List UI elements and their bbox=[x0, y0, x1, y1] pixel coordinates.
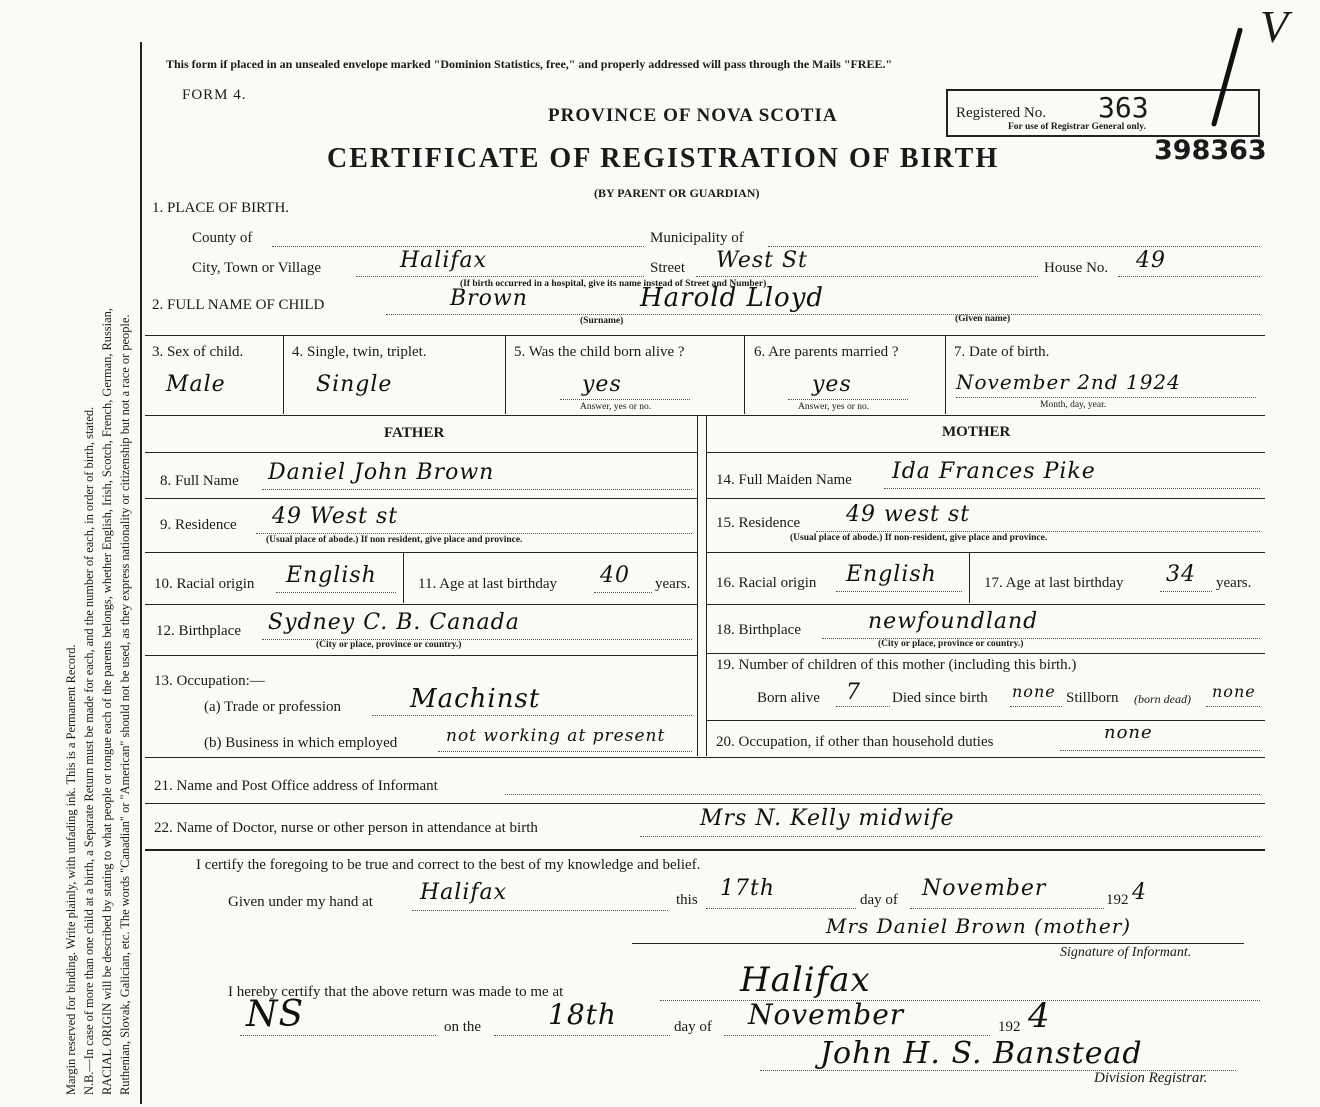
city-label: City, Town or Village bbox=[192, 260, 322, 276]
stillborn-note: (born dead) bbox=[1134, 692, 1191, 706]
surname-note: (Surname) bbox=[580, 316, 624, 326]
county-label: County of bbox=[192, 230, 253, 246]
province-heading: PROVINCE OF NOVA SCOTIA bbox=[548, 105, 838, 126]
row-rule-details-bottom bbox=[145, 415, 1265, 416]
plurality-value: Single bbox=[316, 372, 393, 397]
mother-age-value: 34 bbox=[1166, 562, 1196, 587]
place-of-birth-label: 1. PLACE OF BIRTH. bbox=[152, 200, 290, 216]
father-residence-label: 9. Residence bbox=[160, 517, 237, 533]
cert-day-line bbox=[706, 908, 856, 909]
born-alive-value: yes bbox=[582, 372, 622, 397]
mother-residence-note: (Usual place of abode.) If non-resident, give place and province. bbox=[790, 533, 1048, 543]
mother-racial-value: English bbox=[846, 562, 937, 587]
mother-age-years: years. bbox=[1216, 575, 1252, 591]
house-value: 49 bbox=[1136, 248, 1166, 273]
col-rule-3 bbox=[744, 336, 745, 414]
parents-married-line bbox=[788, 399, 908, 400]
registered-number: 363 bbox=[1098, 91, 1149, 124]
father-rule-b bbox=[145, 498, 697, 499]
informant-line bbox=[505, 794, 1260, 795]
informant-label: 21. Name and Post Office address of Informant bbox=[154, 778, 438, 794]
house-line bbox=[1118, 276, 1260, 277]
mother-name-label: 14. Full Maiden Name bbox=[716, 472, 852, 488]
mother-occupation-line bbox=[1060, 750, 1260, 751]
informant-signature: Mrs Daniel Brown (mother) bbox=[826, 914, 1132, 938]
born-alive-count-value: 7 bbox=[846, 680, 861, 705]
father-birthplace-value: Sydney C. B. Canada bbox=[268, 610, 520, 635]
dob-label: 7. Date of birth. bbox=[954, 344, 1050, 360]
center-rule-right bbox=[706, 416, 707, 756]
registrar-place-line-2 bbox=[240, 1035, 436, 1036]
father-occupation-label: 13. Occupation:— bbox=[154, 673, 265, 689]
father-residence-note: (Usual place of abode.) If non resident, give place and province. bbox=[266, 535, 523, 545]
mother-rule-f bbox=[707, 720, 1265, 721]
born-alive-count-line bbox=[836, 706, 890, 707]
doctor-value: Mrs N. Kelly midwife bbox=[700, 806, 955, 831]
mother-residence-line bbox=[816, 531, 1260, 532]
father-business-label: (b) Business in which employed bbox=[204, 735, 398, 751]
father-name-label: 8. Full Name bbox=[160, 473, 239, 489]
child-surname: Brown bbox=[450, 286, 528, 311]
died-line bbox=[1010, 706, 1062, 707]
on-the-label: on the bbox=[444, 1019, 482, 1035]
margin-instructions bbox=[62, 15, 134, 1095]
hospital-note: (If birth occurred in a hospital, give its name instead of Street and Number) bbox=[460, 279, 767, 289]
certificate-subtitle: (BY PARENT OR GUARDIAN) bbox=[594, 186, 760, 200]
center-rule-left bbox=[697, 416, 698, 756]
father-rule-d bbox=[145, 604, 697, 605]
born-alive-label: 5. Was the child born alive ? bbox=[514, 344, 685, 360]
father-name-value: Daniel John Brown bbox=[268, 460, 495, 485]
died-value: none bbox=[1012, 682, 1056, 701]
father-racial-value: English bbox=[286, 563, 377, 588]
col-rule-2 bbox=[505, 336, 506, 414]
parents-married-value: yes bbox=[812, 372, 852, 397]
house-label: House No. bbox=[1044, 260, 1109, 276]
father-residence-line bbox=[256, 533, 692, 534]
registrar-day-of-label: day of bbox=[674, 1019, 712, 1035]
mother-children-label: 19. Number of children of this mother (including this birth.) bbox=[716, 657, 1077, 673]
form-number: FORM 4. bbox=[182, 87, 247, 103]
street-label: Street bbox=[650, 260, 685, 276]
father-heading: FATHER bbox=[384, 425, 445, 441]
registrar-statement: I hereby certify that the above return was made to me at bbox=[228, 984, 564, 1000]
father-racial-line bbox=[276, 592, 396, 593]
registered-label: Registered No. bbox=[956, 105, 1046, 121]
father-rule-a bbox=[145, 452, 697, 453]
binding-margin-rule bbox=[140, 42, 142, 1104]
row-rule-top bbox=[145, 335, 1265, 336]
mother-birthplace-note: (City or place, province or country.) bbox=[878, 639, 1024, 649]
margin-line-3: RACIAL ORIGIN will be described by stating to what people or tongue each of the parents belongs, whether English, Irish, Scotch, French, German, Russian, bbox=[100, 308, 114, 1095]
registrar-place-province: NS bbox=[246, 994, 305, 1035]
cert-year-digit: 4 bbox=[1132, 880, 1147, 905]
dob-value: November 2nd 1924 bbox=[956, 370, 1181, 394]
mother-name-line bbox=[884, 488, 1260, 489]
given-under-label: Given under my hand at bbox=[228, 894, 373, 910]
municipality-line bbox=[768, 246, 1260, 247]
father-racial-divider bbox=[403, 553, 404, 603]
born-alive-count-label: Born alive bbox=[757, 690, 820, 706]
mother-racial-line bbox=[836, 591, 962, 592]
dob-line bbox=[956, 397, 1256, 398]
mother-age-label: 17. Age at last birthday bbox=[984, 575, 1124, 591]
parents-married-note: Answer, yes or no. bbox=[798, 402, 870, 412]
parents-married-label: 6. Are parents married ? bbox=[754, 344, 899, 360]
mother-residence-value: 49 west st bbox=[846, 502, 971, 527]
father-business-value: not working at present bbox=[446, 726, 666, 746]
registrar-note: For use of Registrar General only. bbox=[1008, 122, 1146, 132]
mother-birthplace-label: 18. Birthplace bbox=[716, 622, 801, 638]
registrar-caption: Division Registrar. bbox=[1094, 1070, 1208, 1086]
mother-racial-divider bbox=[969, 553, 970, 603]
father-birthplace-label: 12. Birthplace bbox=[156, 623, 241, 639]
child-name-label: 2. FULL NAME OF CHILD bbox=[152, 297, 325, 313]
cert-day-value: 17th bbox=[720, 876, 776, 901]
given-note: (Given name) bbox=[955, 314, 1011, 324]
father-trade-value: Machinst bbox=[410, 684, 541, 714]
father-age-years: years. bbox=[655, 576, 691, 592]
mother-age-line bbox=[1160, 591, 1212, 592]
mail-notice: This form if placed in an unsealed envelope marked "Dominion Statistics, free," and properly addressed will pass through the Mails "FREE." bbox=[166, 57, 893, 71]
certificate-title: CERTIFICATE OF REGISTRATION OF BIRTH bbox=[327, 143, 1000, 174]
registrar-month-value: November bbox=[748, 998, 905, 1031]
col-rule-4 bbox=[945, 336, 946, 414]
cert-day-of-label: day of bbox=[860, 892, 898, 908]
pen-stroke-mark bbox=[1200, 28, 1260, 128]
city-value: Halifax bbox=[400, 248, 488, 273]
mother-heading: MOTHER bbox=[942, 424, 1011, 440]
margin-line-4: Ruthenian, Slovak, Galician, etc. The words "Canadian" or "American" should not be used, as they express nationality or citizenship but not a race or people. bbox=[118, 314, 132, 1095]
stillborn-line bbox=[1206, 706, 1260, 707]
mother-residence-label: 15. Residence bbox=[716, 515, 801, 531]
mother-rule-e bbox=[707, 653, 1265, 654]
row-rule-informant-bottom bbox=[145, 803, 1265, 804]
mother-rule-b bbox=[707, 498, 1265, 499]
father-name-line bbox=[262, 489, 692, 490]
stamp-number: 398363 bbox=[1154, 135, 1267, 166]
father-trade-label: (a) Trade or profession bbox=[204, 699, 342, 715]
registrar-day-value: 18th bbox=[548, 998, 617, 1031]
this-label: this bbox=[676, 892, 698, 908]
row-rule-parents-bottom bbox=[145, 757, 1265, 758]
cert-month-value: November bbox=[922, 876, 1047, 901]
father-residence-value: 49 West st bbox=[272, 504, 399, 529]
plurality-label: 4. Single, twin, triplet. bbox=[292, 344, 427, 360]
registrar-place-value: Halifax bbox=[740, 960, 871, 1000]
sex-label: 3. Sex of child. bbox=[152, 344, 244, 360]
mother-birthplace-value: newfoundland bbox=[868, 609, 1039, 634]
mother-rule-d bbox=[707, 604, 1265, 605]
given-place-line bbox=[412, 910, 668, 911]
mother-occupation-label: 20. Occupation, if other than household duties bbox=[716, 734, 994, 750]
mother-rule-c bbox=[707, 552, 1265, 553]
margin-line-2: N.B.—In case of more than one child at a birth, a Separate Return must be made for each, and the number of each, in order of birth, stated. bbox=[82, 406, 96, 1095]
county-line bbox=[272, 246, 644, 247]
father-birthplace-note: (City or place, province or country.) bbox=[316, 640, 462, 650]
father-trade-line bbox=[372, 715, 692, 716]
informant-signature-line bbox=[632, 943, 1244, 944]
registrar-day-line bbox=[494, 1035, 670, 1036]
given-place-value: Halifax bbox=[420, 880, 508, 905]
father-rule-c bbox=[145, 552, 697, 553]
sex-value: Male bbox=[166, 372, 226, 397]
corner-check-mark: V bbox=[1260, 1, 1289, 52]
city-line bbox=[356, 276, 644, 277]
died-label: Died since birth bbox=[892, 690, 988, 706]
stillborn-label: Stillborn bbox=[1066, 690, 1119, 706]
born-alive-line bbox=[560, 399, 690, 400]
informant-signature-caption: Signature of Informant. bbox=[1060, 945, 1192, 960]
registrar-year-prefix: 192 bbox=[998, 1019, 1021, 1035]
father-age-value: 40 bbox=[600, 563, 630, 588]
mother-rule-a bbox=[707, 452, 1265, 453]
doctor-label: 22. Name of Doctor, nurse or other person in attendance at birth bbox=[154, 820, 538, 836]
born-alive-note: Answer, yes or no. bbox=[580, 402, 652, 412]
dob-note: Month, day, year. bbox=[1040, 400, 1107, 410]
doctor-line bbox=[640, 836, 1260, 837]
stillborn-value: none bbox=[1212, 682, 1256, 701]
registrar-year-digit: 4 bbox=[1028, 996, 1051, 1036]
mother-racial-label: 16. Racial origin bbox=[716, 575, 817, 591]
child-given-name: Harold Lloyd bbox=[640, 283, 825, 313]
cert-year-prefix: 192 bbox=[1106, 892, 1129, 908]
mother-name-value: Ida Frances Pike bbox=[892, 459, 1096, 484]
certification-statement: I certify the foregoing to be true and correct to the best of my knowledge and belief. bbox=[196, 857, 701, 873]
child-name-line bbox=[386, 314, 1260, 315]
father-racial-label: 10. Racial origin bbox=[154, 576, 255, 592]
col-rule-1 bbox=[283, 336, 284, 414]
street-line bbox=[696, 276, 1038, 277]
registrar-signature: John H. S. Banstead bbox=[820, 1036, 1143, 1071]
street-value: West St bbox=[716, 248, 808, 273]
row-rule-doctor-bottom bbox=[145, 849, 1265, 851]
municipality-label: Municipality of bbox=[650, 230, 744, 246]
mother-occupation-value: none bbox=[1104, 722, 1153, 743]
father-age-label: 11. Age at last birthday bbox=[418, 576, 557, 592]
margin-line-1: Margin reserved for binding. Write plainly, with unfading ink. This is a Permanent Record. bbox=[64, 644, 78, 1095]
father-business-line bbox=[438, 751, 692, 752]
father-age-line bbox=[594, 592, 652, 593]
father-rule-e bbox=[145, 655, 697, 656]
cert-month-line bbox=[910, 908, 1104, 909]
